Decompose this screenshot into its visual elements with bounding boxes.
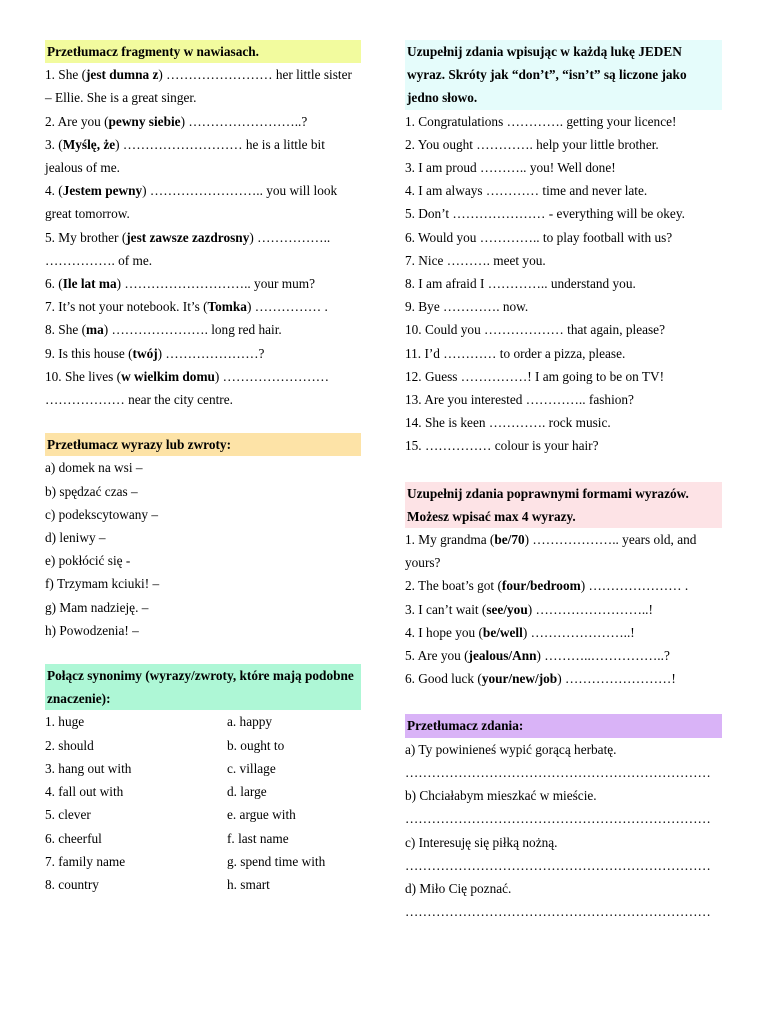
synonym-right: a. happy	[227, 714, 273, 730]
synonym-row	[45, 780, 361, 803]
translate-sentences-section	[405, 714, 722, 923]
item-text: ) …………………… her little sister – Ellie. She is a great singer.	[45, 67, 352, 106]
synonym-right: b. ought to	[227, 737, 285, 753]
item-hint: jest zawsze zazdrosny	[126, 229, 250, 245]
left-column	[45, 40, 361, 896]
exercise-item: d) leniwy –	[45, 530, 106, 546]
answer-blank: ……………………………………………………………	[405, 857, 711, 873]
match-synonyms-section	[45, 664, 361, 896]
item-text: 4. (	[45, 183, 63, 199]
exercise-item: 13. Are you interested ………….. fashion?	[405, 392, 634, 408]
synonym-row	[45, 757, 361, 780]
exercise-item	[405, 528, 722, 574]
item-hint: four/bedroom	[501, 578, 581, 594]
exercise-item	[45, 179, 361, 225]
item-hint: Tomka	[207, 299, 247, 315]
synonym-right: e. argue with	[227, 807, 296, 823]
item-text: ) ………..……………..?	[536, 648, 670, 664]
answer-blank: ……………………………………………………………	[405, 811, 711, 827]
synonym-left: 3. hang out with	[45, 760, 132, 776]
sentence-prompt: a) Ty powinieneś wypić gorącą herbatę.	[405, 741, 617, 757]
item-text: ) ……………………!	[557, 671, 676, 687]
exercise-item	[405, 667, 722, 690]
exercise-item	[405, 598, 722, 621]
exercise-item: 7. Nice ………. meet you.	[405, 252, 546, 268]
exercise-item: 2. You ought …………. help your little brother.	[405, 136, 659, 152]
exercise-item: 10. Could you ……………… that again, please?	[405, 322, 665, 338]
section-heading: Przetłumacz fragmenty w nawiasach.	[45, 40, 361, 63]
exercise-item: 8. I am afraid I ………….. understand you.	[405, 276, 636, 292]
exercise-item	[45, 342, 361, 365]
item-text: 4. I hope you (	[405, 624, 483, 640]
synonym-left: 4. fall out with	[45, 784, 124, 800]
item-hint: your/new/job	[481, 671, 558, 687]
sentence-prompt: b) Chciałabym mieszkać w mieście.	[405, 788, 597, 804]
synonym-left: 6. cheerful	[45, 830, 102, 846]
item-text: 2. Are you (	[45, 113, 109, 129]
item-text: 8. She (	[45, 322, 86, 338]
item-text: 6. Good luck (	[405, 671, 482, 687]
item-text: 3. I can’t wait (	[405, 601, 487, 617]
synonym-row	[45, 873, 361, 896]
item-text: 7. It’s not your notebook. It’s (	[45, 299, 208, 315]
synonym-right: c. village	[227, 760, 276, 776]
exercise-item	[405, 574, 722, 597]
item-text: ) …………… .	[246, 299, 328, 315]
exercise-item: 5. Don’t ………………… - everything will be okey.	[405, 206, 685, 222]
item-hint: be/well	[482, 624, 523, 640]
exercise-item: b) spędzać czas –	[45, 483, 138, 499]
translate-fragments-section	[45, 40, 361, 411]
exercise-item	[405, 621, 722, 644]
synonym-left: 7. family name	[45, 853, 126, 869]
synonym-right: g. spend time with	[227, 853, 326, 869]
translate-words-section	[45, 433, 361, 642]
exercise-item	[405, 644, 722, 667]
item-hint: pewny siebie	[108, 113, 181, 129]
synonym-left: 8. country	[45, 876, 99, 892]
item-hint: w wielkim domu	[121, 368, 215, 384]
item-text: ) …………………..!	[522, 624, 635, 640]
exercise-item: 1. Congratulations …………. getting your licence!	[405, 113, 677, 129]
section-heading: Przetłumacz zdania:	[405, 714, 722, 737]
item-text: 1. She (	[45, 67, 86, 83]
exercise-item: 6. Would you ………….. to play football with us?	[405, 229, 673, 245]
exercise-item: c) podekscytowany –	[45, 506, 158, 522]
synonym-right: d. large	[227, 784, 267, 800]
exercise-item	[45, 272, 361, 295]
item-hint: see/you	[486, 601, 528, 617]
exercise-item	[45, 63, 361, 109]
exercise-item: 12. Guess ……………! I am going to be on TV!	[405, 368, 665, 384]
sentence-prompt: c) Interesuję się piłką nożną.	[405, 834, 558, 850]
item-hint: jealous/Ann	[468, 648, 537, 664]
exercise-item	[45, 295, 361, 318]
section-heading: Połącz synonimy (wyrazy/zwroty, które mają podobne znaczenie):	[45, 664, 361, 710]
sentence-prompt: d) Miło Cię poznać.	[405, 880, 512, 896]
item-text: 5. Are you (	[405, 648, 469, 664]
synonym-row	[45, 710, 361, 733]
item-text: 9. Is this house (	[45, 345, 133, 361]
item-hint: Ile lat ma	[62, 276, 117, 292]
item-hint: Jestem pewny	[62, 183, 143, 199]
item-hint: Myślę, że	[62, 136, 116, 152]
exercise-item: g) Mam nadzieję. –	[45, 599, 149, 615]
exercise-item	[45, 226, 361, 272]
item-text: ) …………………. long red hair.	[103, 322, 282, 338]
section-heading: Przetłumacz wyrazy lub zwroty:	[45, 433, 361, 456]
item-hint: jest dumna z	[86, 67, 159, 83]
synonym-row	[45, 850, 361, 873]
item-text: 5. My brother (	[45, 229, 127, 245]
exercise-item: f) Trzymam kciuki! –	[45, 576, 160, 592]
exercise-item: a) domek na wsi –	[45, 460, 143, 476]
item-text: ) ……………………..!	[527, 601, 653, 617]
synonym-right: f. last name	[227, 830, 289, 846]
item-text: ) …………………… ……………… near the city centre.	[45, 368, 330, 408]
section-heading: Uzupełnij zdania wpisując w każdą lukę JEDEN wyraz. Skróty jak “don’t”, “isn’t” są liczone jako jedno słowo.	[405, 40, 722, 110]
exercise-item: 14. She is keen …………. rock music.	[405, 415, 611, 431]
fill-one-word-section	[405, 40, 722, 458]
item-text: ) ……………………..?	[180, 113, 308, 129]
section-heading: Uzupełnij zdania poprawnymi formami wyrazów. Możesz wpisać max 4 wyrazy.	[405, 482, 722, 528]
exercise-item: h) Powodzenia! –	[45, 622, 139, 638]
synonym-right: h. smart	[227, 876, 270, 892]
synonym-row	[45, 827, 361, 850]
item-hint: twój	[132, 345, 158, 361]
item-hint: be/70	[494, 532, 525, 548]
synonym-row	[45, 734, 361, 757]
exercise-item: e) pokłócić się -	[45, 553, 131, 569]
item-text: ) ………………… .	[580, 578, 689, 594]
exercise-item: 15. …………… colour is your hair?	[405, 438, 599, 454]
exercise-item: 3. I am proud ……….. you! Well done!	[405, 160, 616, 176]
synonym-left: 5. clever	[45, 807, 91, 823]
item-text: 10. She lives (	[45, 368, 122, 384]
answer-blank: ……………………………………………………………	[405, 764, 711, 780]
exercise-item	[45, 133, 361, 179]
item-text: ) ……………………….. your mum?	[116, 276, 315, 292]
item-text: ) ……………….. years old, and yours?	[405, 532, 697, 571]
item-text: 3. (	[45, 136, 63, 152]
item-text: ) …………………….. you will look great tomorrow.	[45, 183, 338, 222]
exercise-item: 4. I am always ………… time and never late.	[405, 183, 648, 199]
item-hint: ma	[86, 322, 104, 338]
exercise-item	[45, 110, 361, 133]
synonym-left: 1. huge	[45, 714, 85, 730]
answer-blank: ……………………………………………………………	[405, 904, 711, 920]
synonym-left: 2. should	[45, 737, 94, 753]
item-text: 2. The boat’s got (	[405, 578, 502, 594]
correct-forms-section	[405, 482, 722, 691]
item-text: 1. My grandma (	[405, 532, 495, 548]
item-text: ) …………………?	[157, 345, 265, 361]
exercise-item	[45, 318, 361, 341]
exercise-item	[45, 365, 361, 411]
item-text: ) …………….. ……………. of me.	[45, 229, 331, 268]
item-text: ) ……………………… he is a little bit jealous of me.	[45, 136, 325, 176]
right-column	[405, 40, 722, 923]
synonym-row	[45, 803, 361, 826]
exercise-item: 9. Bye …………. now.	[405, 299, 529, 315]
exercise-item: 11. I’d ………… to order a pizza, please.	[405, 345, 626, 361]
item-text: 6. (	[45, 276, 63, 292]
